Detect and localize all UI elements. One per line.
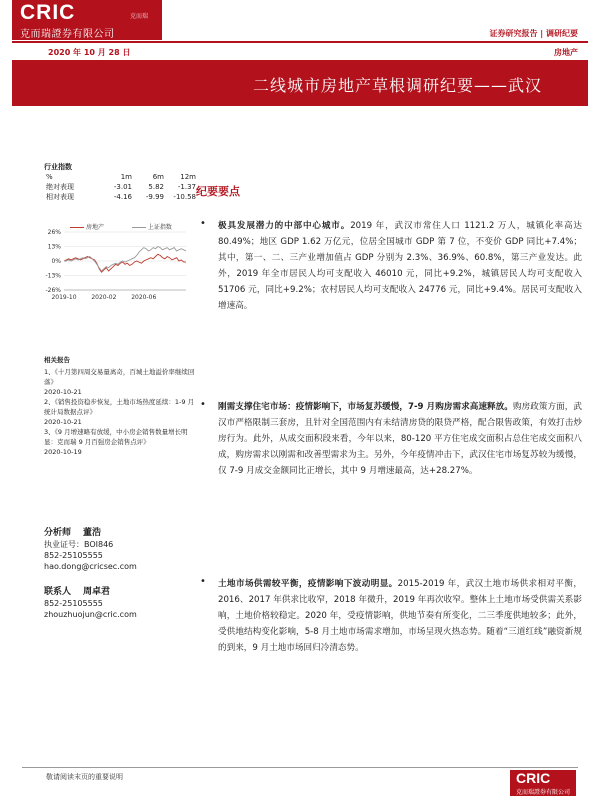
header-divider	[12, 41, 588, 43]
analyst-name-line: 分析师 董浩	[44, 528, 102, 538]
legend-label: 房地产	[86, 224, 105, 231]
y-tick-label: 0%	[51, 258, 61, 265]
contact-email[interactable]: zhouzhuojun@cric.com	[44, 610, 137, 619]
index-line-chart	[40, 228, 190, 306]
list-item[interactable]	[44, 367, 196, 397]
bullet-icon: •	[200, 399, 206, 410]
title-banner	[12, 60, 588, 106]
footer-logo-text: CRIC	[516, 770, 551, 786]
footer-note: 敬请阅读末页的重要说明	[46, 773, 123, 781]
y-tick-label: -26%	[45, 287, 61, 294]
cell: -1.37	[177, 183, 196, 191]
col-header: 6m	[152, 173, 164, 181]
report-link[interactable]: 2、《销售投资稳步恢复，土地市场热度延续：1-9 月统计局数据点评》	[44, 398, 195, 416]
summary-paragraph-3	[218, 576, 582, 656]
performance-table	[44, 172, 198, 202]
table-header-row	[44, 172, 198, 182]
bullet-icon: •	[200, 576, 206, 587]
legend-label: 上证指数	[147, 224, 172, 231]
row-label: 绝对表现	[46, 183, 74, 191]
table-row	[44, 192, 198, 202]
paragraph-body: 购房政策方面，武汉市严格限制三套房，且针对全国范围内有未结清房贷的限贷严格，配合限售政策，有效打击炒房行为。此外，从成交面积段来看，今年以来，80-120 平方住宅成交面积占总住宅成交面积八成，购房需求以刚需和改善型需求为主。另外，今年疫情冲击下，武汉住宅市场复苏较为缓慢，仅 7-9 月成交金额同比正增长，其中 9 月增速最高，达+28.27%。	[218, 402, 582, 476]
row-label: 相对表现	[46, 193, 74, 201]
contact-name-line: 联系人 周卓君	[44, 587, 111, 597]
report-date: 2020-10-19	[44, 448, 82, 456]
bullet-icon: •	[200, 218, 206, 229]
contact-name: 周卓君	[83, 587, 111, 597]
analyst-license: 执业证号：BOI846	[44, 540, 114, 549]
footer-logo	[510, 770, 576, 796]
analyst-phone: 852-25105555	[44, 551, 103, 560]
logo-small-text: 克而瑞	[130, 13, 149, 20]
report-sector: 房地产	[554, 48, 578, 57]
list-item[interactable]	[44, 397, 196, 427]
cell: -10.58	[173, 193, 196, 201]
paragraph-lead: 刚需支撑住宅市场：疫情影响下，市场复苏缓慢，7-9 月购房需求高速释放。	[218, 402, 513, 412]
cric-logo	[12, 0, 162, 40]
report-link[interactable]: 1、《十月第四周交易量离奇，百城土地溢价率继续回落》	[44, 368, 195, 386]
table-row	[44, 182, 198, 192]
paragraph-lead: 土地市场供需较平衡，疫情影响下波动明显。	[218, 579, 398, 589]
related-reports	[44, 355, 196, 457]
cell: -3.01	[113, 183, 132, 191]
analyst-block	[44, 528, 137, 572]
report-link[interactable]: 3、《9 月增速略有放缓，中小房企销售数量增长明显：克而瑞 9 月百强房企销售点评》	[44, 428, 188, 446]
x-tick-label: 2020-06	[131, 294, 157, 301]
x-tick-label: 2020-02	[91, 294, 117, 301]
cell: 5.82	[148, 183, 164, 191]
cell: -9.99	[145, 193, 164, 201]
related-heading: 相关报告	[44, 356, 70, 364]
analyst-name: 董浩	[83, 528, 102, 538]
contact-phone: 852-25105555	[44, 599, 103, 608]
logo-company-name: 克而瑞證券有限公司	[20, 29, 115, 40]
paragraph-lead: 极具发展潜力的中部中心城市。	[218, 221, 351, 231]
report-date: 2020-10-21	[44, 418, 82, 426]
summary-paragraph-2	[218, 399, 582, 479]
contact-block	[44, 587, 137, 620]
paragraph-body: 2015-2019 年，武汉土地市场供求相对平衡，2016、2017 年供求比收窄，2018 年微升，2019 年再次收窄。整体上土地市场受供需关系影响，土地价格较稳定。2020 年，受疫情影响，供地节奏有所变化，二三季度供地较多；此外，受供地结构变化影响，5-8 月土地市场需求增加，市场呈现火热态势。随着“三道红线”融资新规的到来，9 月土地市场回归冷清态势。	[218, 579, 582, 653]
y-tick-label: -13%	[45, 272, 61, 280]
report-type: 证券研究报告 | 调研纪要	[489, 29, 578, 38]
y-tick-label: 26%	[47, 229, 61, 236]
col-header: %	[46, 173, 53, 181]
col-header: 12m	[180, 173, 196, 181]
report-date: 2020-10-21	[44, 388, 82, 396]
performance-heading: 行业指数	[44, 163, 72, 171]
list-item[interactable]	[44, 427, 196, 457]
paragraph-body: 2019 年，武汉市常住人口 1121.2 万人，城镇化率高达 80.49%；地区 GDP 1.62 万亿元，位居全国城市 GDP 第 7 位，不变价 GDP 同比+7.4%；其中，第一、二、三产业增加值占 GDP 分别为 2.3%、36.9%、60.8%，第三产业发达。此外，2019 年全市居民人均可支配收入 46010 元，同比+9.2%，城镇居民人均可支配收入 51706 元，同比+9.2%；农村居民人均可支配收入 24776 元，同比+9.4%。居民可支配收入增速高。	[218, 221, 582, 311]
report-title: 二线城市房地产草根调研纪要——武汉	[252, 76, 542, 95]
footer-divider	[22, 767, 578, 768]
footer-logo-cn: 克而瑞證券有限公司	[516, 789, 571, 796]
summary-paragraph-1	[218, 218, 582, 314]
x-tick-label: 2019-10	[51, 294, 77, 301]
col-header: 1m	[120, 173, 132, 181]
analyst-email[interactable]: hao.dong@cricsec.com	[44, 562, 137, 571]
series-line-real-estate	[64, 254, 186, 272]
y-tick-label: 13%	[47, 243, 61, 251]
report-date: 2020 年 10 月 28 日	[48, 48, 131, 57]
cell: -4.16	[113, 193, 132, 201]
logo-text: CRIC	[20, 1, 76, 24]
summary-heading: 纪要要点	[196, 185, 240, 198]
